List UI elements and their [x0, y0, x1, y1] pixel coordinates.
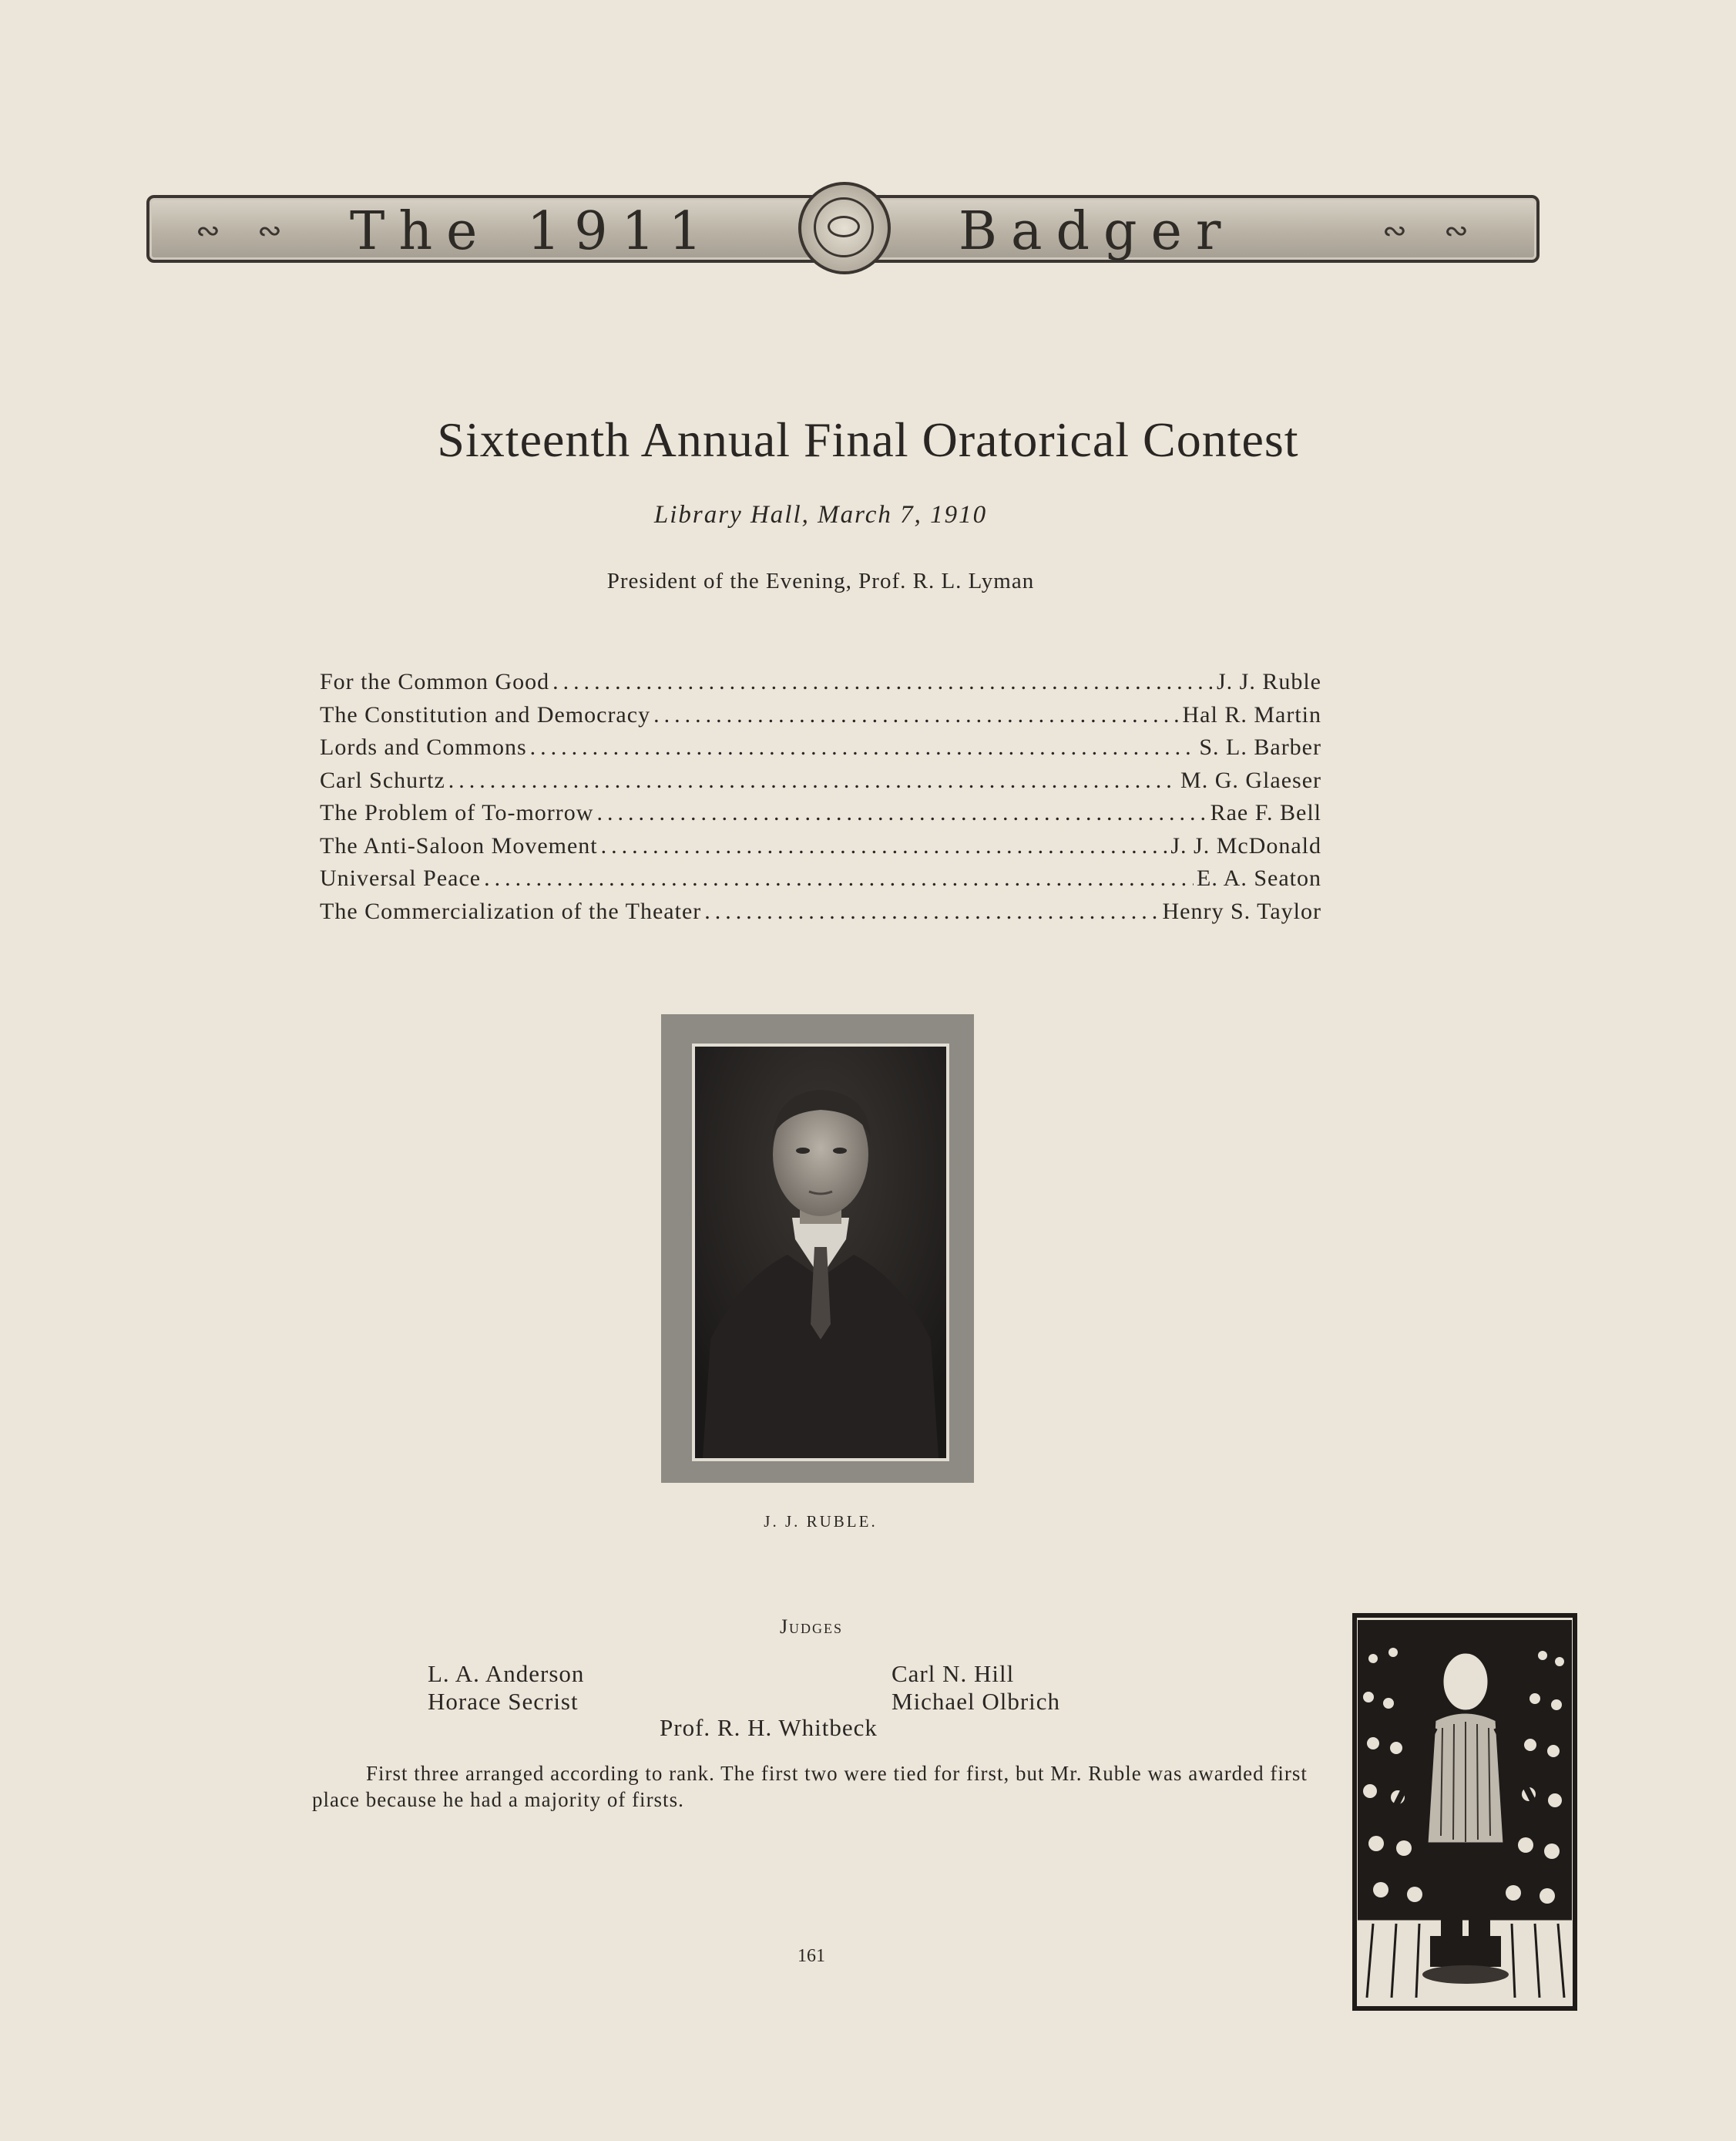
page-number: 161 [797, 1946, 825, 1966]
orator-sketch-icon [1350, 1612, 1580, 2012]
photo-caption: J. J. RUBLE. [764, 1512, 878, 1531]
flourish-ornament-icon: ∾ [257, 215, 282, 247]
banner-badger: Badger [959, 201, 1235, 262]
oration-title: Universal Peace [320, 865, 482, 891]
program-row [320, 768, 1321, 801]
program-list [320, 669, 1321, 931]
oration-title: The Problem of To-morrow [320, 800, 594, 825]
flourish-ornament-icon: ∾ [1444, 215, 1469, 247]
banner-year: 1911 [527, 201, 717, 262]
oration-title: Carl Schurtz [320, 767, 445, 793]
program-row [320, 669, 1321, 702]
judge-name: Horace Secrist [428, 1688, 579, 1715]
speaker-name: Rae F. Bell [1210, 800, 1321, 825]
judge-name: L. A. Anderson [428, 1660, 585, 1687]
program-row [320, 702, 1321, 735]
university-seal-icon [798, 182, 891, 274]
leader-dots [484, 865, 1194, 892]
speaker-name: J. J. Ruble [1216, 669, 1321, 694]
program-row [320, 800, 1321, 833]
president-of-evening: President of the Evening, Prof. R. L. Lyman [606, 569, 1035, 593]
banner-the: The [350, 201, 492, 262]
flourish-ornament-icon: ∾ [1382, 215, 1407, 247]
leader-dots [653, 702, 1179, 728]
speaker-name: Hal R. Martin [1182, 701, 1321, 728]
oration-title: The Constitution and Democracy [320, 701, 651, 728]
oration-title: For the Common Good [320, 669, 550, 694]
speaker-name: J. J. McDonald [1170, 832, 1321, 859]
judge-name: Prof. R. H. Whitbeck [660, 1714, 878, 1741]
program-row [320, 899, 1321, 932]
oration-title: Lords and Commons [320, 734, 527, 760]
judge-name: Michael Olbrich [892, 1688, 1061, 1715]
portrait-photo [692, 1044, 949, 1461]
leader-dots [448, 768, 1177, 794]
program-row [320, 833, 1321, 866]
program-row [320, 734, 1321, 768]
oration-title: The Commercialization of the Theater [320, 898, 702, 924]
leader-dots [596, 800, 1207, 826]
portrait-illustration [695, 1047, 946, 1458]
judge-name: Carl N. Hill [892, 1660, 1015, 1687]
program-row [320, 865, 1321, 899]
ranking-note: First three arranged according to rank. The first two were tied for first, but Mr. Ruble was awarded first place because he had a majority of firsts. [312, 1762, 1308, 1811]
leader-dots [552, 669, 1214, 695]
event-venue-date: Library Hall, March 7, 1910 [653, 501, 988, 529]
speaker-name: E. A. Seaton [1197, 865, 1321, 891]
speaker-name: S. L. Barber [1199, 734, 1321, 760]
leader-dots [601, 833, 1168, 859]
page-title: Sixteenth Annual Final Oratorical Contest [437, 412, 1299, 467]
flourish-ornament-icon: ∾ [196, 215, 220, 247]
orator-sketch-illustration [1350, 1612, 1580, 2012]
leader-dots [704, 899, 1159, 925]
speaker-name: Henry S. Taylor [1162, 898, 1321, 924]
speaker-name: M. G. Glaeser [1180, 767, 1321, 793]
judges-heading: Judges [779, 1615, 844, 1638]
oration-title: The Anti-Saloon Movement [320, 832, 598, 859]
leader-dots [530, 734, 1197, 761]
